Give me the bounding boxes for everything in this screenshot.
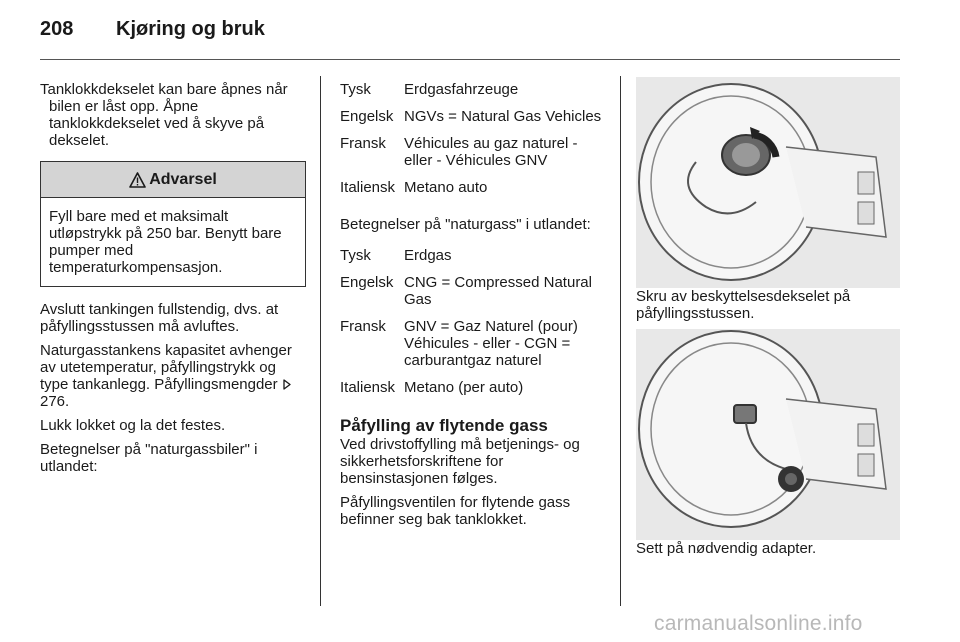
column-right xyxy=(636,77,900,564)
term-cell: Erdgas xyxy=(404,247,452,264)
paragraph-kapasitet-text: Naturgasstankens kapasitet avhenger av utetemperatur, påfyllingstrykk og type tankanlegg. Påfyllingsmengder xyxy=(40,342,292,393)
caption-remove-cap: Skru av beskyttelsesdekselet på påfyllingsstussen. xyxy=(636,288,851,322)
language-cell: Engelsk xyxy=(340,274,394,291)
paragraph-lukk-lokket: Lukk lokket og la det festes. xyxy=(40,417,226,434)
page-number: 208 xyxy=(40,18,74,40)
column-divider-1 xyxy=(320,76,321,606)
warning-triangle-icon xyxy=(129,172,146,188)
arrow-reference-icon xyxy=(282,379,292,390)
fuel-cap-illustration-2 xyxy=(636,329,900,540)
term-cell: Metano auto xyxy=(404,179,488,196)
page-reference-link[interactable]: 276. xyxy=(40,393,70,410)
table-row xyxy=(340,135,604,179)
term-cell: Véhicules au gaz naturel - eller - Véhicules GNV xyxy=(404,135,578,169)
warning-body: Fyll bare med et maksimalt utløpstrykk på 250 bar. Benytt bare pumper med temperaturkompensasjon. xyxy=(49,208,282,276)
table-row xyxy=(340,379,604,406)
term-cell: Erdgasfahrzeuge xyxy=(404,81,519,98)
table-row xyxy=(340,247,604,274)
language-cell: Tysk xyxy=(340,247,371,264)
table-row xyxy=(340,108,604,135)
language-cell: Italiensk xyxy=(340,379,396,396)
column-middle xyxy=(340,81,606,535)
term-cell: NGVs = Natural Gas Vehicles xyxy=(404,108,602,125)
warning-header xyxy=(41,162,305,198)
intro-paragraph: Tanklokkdekselet kan bare åpnes når bilen er låst opp. Åpne tanklokkdekselet ved å skyve på dekselet. xyxy=(40,81,288,149)
table-row xyxy=(340,318,604,379)
language-cell: Tysk xyxy=(340,81,371,98)
term-cell: CNG = Compressed Natural Gas xyxy=(404,274,592,308)
table-row xyxy=(340,274,604,318)
column-left xyxy=(40,81,306,482)
term-cell: Metano (per auto) xyxy=(404,379,524,396)
language-cell: Fransk xyxy=(340,135,386,152)
term-cell: GNV = Gaz Naturel (pour) Véhicules - eller - CGN = carburantgaz naturel xyxy=(404,318,578,369)
column-divider-2 xyxy=(620,76,621,606)
header-rule xyxy=(40,59,900,60)
language-cell: Fransk xyxy=(340,318,386,335)
caption-adapter: Sett på nødvendig adapter. xyxy=(636,540,817,557)
paragraph-kapasitet xyxy=(40,342,306,410)
language-cell: Engelsk xyxy=(340,108,394,125)
gas-terms-table xyxy=(340,247,604,406)
section-heading: Påfylling av flytende gass xyxy=(340,416,548,435)
vehicle-terms-table xyxy=(340,81,604,206)
warning-title: Advarsel xyxy=(149,171,217,188)
table-row xyxy=(340,179,604,206)
page-title: Kjøring og bruk xyxy=(116,18,265,40)
paragraph-avlufting: Avslutt tankingen fullstendig, dvs. at påfyllingsstussen må avluftes. xyxy=(40,301,279,335)
paragraph-ventil: Påfyllingsventilen for flytende gass befinner seg bak tanklokket. xyxy=(340,494,571,528)
table-row xyxy=(340,81,604,108)
paragraph-forskrifter: Ved drivstoffylling må betjenings- og sikkerhetsforskriftene for bensinstasjonen følges. xyxy=(340,436,580,487)
watermark: carmanualsonline.info xyxy=(654,612,863,635)
paragraph-betegnelser: Betegnelser på "naturgassbiler" i utlandet: xyxy=(40,441,258,475)
warning-box xyxy=(40,161,306,287)
paragraph-naturgass-terms: Betegnelser på "naturgass" i utlandet: xyxy=(340,216,591,233)
language-cell: Italiensk xyxy=(340,179,396,196)
fuel-cap-illustration-1 xyxy=(636,77,900,288)
